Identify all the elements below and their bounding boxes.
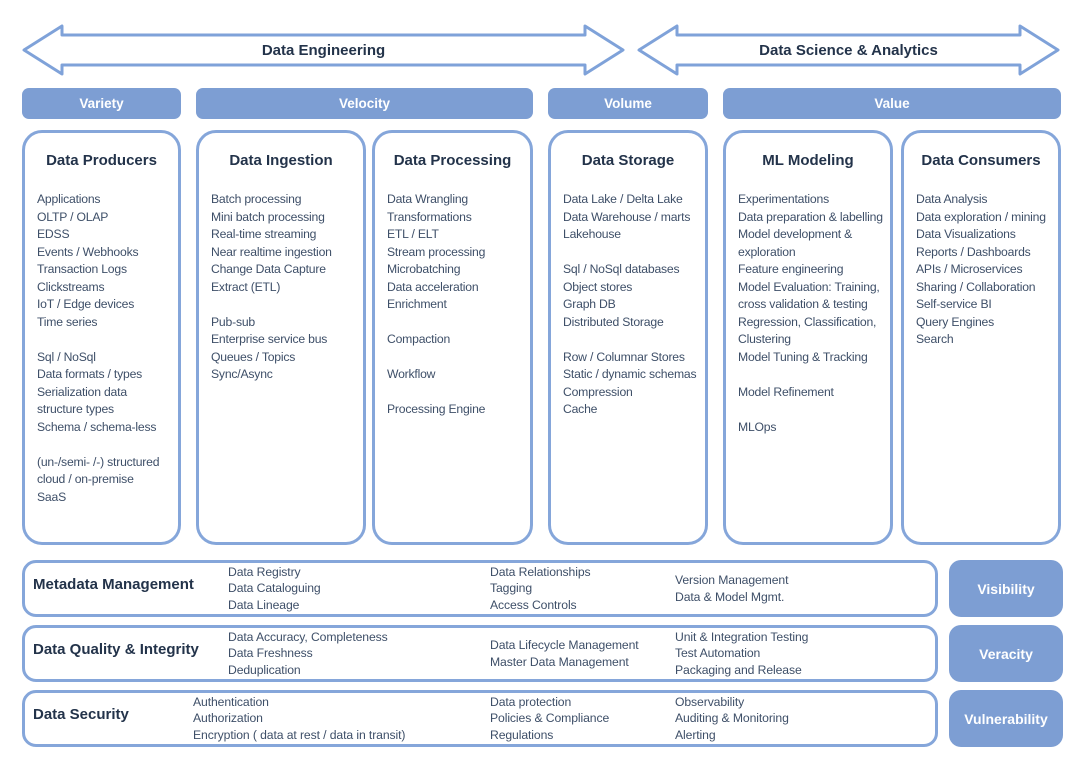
- list-spacer: [563, 244, 701, 262]
- list-item: Time series: [37, 314, 98, 329]
- column-title: ML Modeling: [762, 152, 854, 169]
- list-item: Batch processing: [211, 192, 302, 206]
- list-item: cloud / on-premise: [37, 472, 134, 486]
- band-metadata-management: [22, 560, 938, 617]
- list-item: Graph DB: [563, 297, 616, 311]
- list-item: Compression: [563, 384, 633, 399]
- list-spacer: [211, 296, 359, 314]
- list-item: Regression, Classification, Clustering: [738, 314, 877, 346]
- list-item: Observability: [675, 694, 745, 709]
- band-title: Data Security: [33, 706, 129, 723]
- list-item: Workflow: [387, 367, 436, 381]
- list-item: Data Wrangling: [387, 192, 468, 206]
- list-item: Master Data Management: [490, 654, 629, 669]
- list-spacer: [738, 366, 886, 384]
- column-data-consumers: [901, 130, 1061, 545]
- band-title: Data Quality & Integrity: [33, 641, 199, 658]
- list-item: Data Visualizations: [916, 227, 1016, 241]
- list-item: Authentication: [193, 694, 269, 709]
- list-item: Data Warehouse / marts: [563, 209, 691, 224]
- list-item: Distributed Storage: [563, 314, 664, 329]
- list-item: Data & Model Mgmt.: [675, 589, 785, 604]
- column-item-list: [25, 191, 178, 506]
- list-item: Encryption ( data at rest / data in transit): [193, 727, 406, 742]
- list-item: Cache: [563, 402, 598, 416]
- tag-visibility: Visibility: [949, 560, 1063, 617]
- list-item: Model development & exploration: [738, 227, 853, 259]
- column-item-list: [726, 191, 890, 436]
- list-item: Auditing & Monitoring: [675, 711, 789, 726]
- list-item: Clickstreams: [37, 279, 105, 294]
- list-item: Schema / schema-less: [37, 419, 157, 434]
- band-data-security: [22, 690, 938, 747]
- column-title: Data Storage: [581, 152, 675, 169]
- list-spacer: [387, 349, 526, 367]
- list-item: IoT / Edge devices: [37, 297, 135, 311]
- list-item: Real-time streaming: [211, 227, 317, 241]
- tag-vulnerability: Vulnerability: [949, 690, 1063, 747]
- list-item: APIs / Microservices: [916, 262, 1023, 276]
- column-data-storage: [548, 130, 708, 545]
- list-item: Data Accuracy, Completeness: [228, 629, 388, 644]
- list-item: Row / Columnar Stores: [563, 349, 685, 364]
- list-spacer: [37, 331, 174, 349]
- list-item: Microbatching: [387, 262, 461, 276]
- list-spacer: [37, 436, 174, 454]
- list-item: Version Management: [675, 573, 789, 587]
- data-engineering-arrow: [22, 24, 625, 76]
- pill-velocity: Velocity: [196, 88, 533, 119]
- list-item: ETL / ELT: [387, 227, 439, 241]
- band-item-column: [193, 693, 490, 744]
- column-title: Data Consumers: [921, 152, 1041, 169]
- list-item: Data exploration / mining: [916, 209, 1046, 224]
- list-spacer: [387, 384, 526, 402]
- list-spacer: [563, 331, 701, 349]
- list-item: Sql / NoSql databases: [563, 262, 680, 276]
- list-item: Model Evaluation: Training, cross validation & testing: [738, 279, 880, 311]
- band-data-quality-integrity: [22, 625, 938, 682]
- list-item: Sql / NoSql: [37, 349, 96, 364]
- list-item: Mini batch processing: [211, 209, 325, 224]
- list-item: Applications: [37, 192, 101, 206]
- list-item: Data formats / types: [37, 367, 143, 381]
- list-item: Transaction Logs: [37, 262, 127, 276]
- list-item: Sharing / Collaboration: [916, 279, 1036, 294]
- list-item: Model Refinement: [738, 384, 834, 399]
- column-data-producers: [22, 130, 181, 545]
- column-data-ingestion: [196, 130, 366, 545]
- data-science-arrow: [637, 24, 1060, 76]
- column-item-list: [375, 191, 530, 419]
- list-item: Authorization: [193, 711, 263, 726]
- column-title: Data Processing: [393, 152, 512, 169]
- band-item-column: [228, 563, 490, 614]
- list-item: Compaction: [387, 332, 451, 346]
- list-item: Data protection: [490, 694, 572, 709]
- list-item: Test Automation: [675, 646, 761, 661]
- list-item: Experimentations: [738, 192, 829, 206]
- list-item: OLTP / OLAP: [37, 209, 109, 224]
- list-item: Data Analysis: [916, 192, 988, 206]
- list-item: Self-service BI: [916, 297, 992, 311]
- list-item: Transformations: [387, 209, 472, 224]
- list-item: Deduplication: [228, 662, 301, 677]
- list-item: Static / dynamic schemas: [563, 367, 697, 381]
- list-item: Data Freshness: [228, 646, 313, 661]
- list-item: Data Registry: [228, 564, 301, 579]
- pill-variety: Variety: [22, 88, 181, 119]
- list-item: Feature engineering: [738, 262, 844, 276]
- band-item-column: [675, 628, 935, 679]
- list-item: Reports / Dashboards: [916, 244, 1031, 259]
- column-item-list: [199, 191, 363, 384]
- list-item: Model Tuning & Tracking: [738, 349, 868, 364]
- list-item: Object stores: [563, 279, 633, 294]
- list-item: Data Lineage: [228, 597, 300, 612]
- column-item-list: [904, 191, 1058, 349]
- list-item: Change Data Capture: [211, 262, 326, 276]
- list-spacer: [738, 401, 886, 419]
- list-item: Data Cataloguing: [228, 581, 321, 596]
- list-item: Query Engines: [916, 314, 995, 329]
- pill-volume: Volume: [548, 88, 708, 119]
- list-item: Events / Webhooks: [37, 244, 139, 259]
- list-item: Processing Engine: [387, 402, 486, 416]
- list-item: Packaging and Release: [675, 662, 802, 677]
- list-item: Serialization data structure types: [37, 384, 127, 416]
- list-item: Search: [916, 332, 954, 346]
- list-item: Lakehouse: [563, 227, 621, 241]
- list-item: Stream processing: [387, 244, 486, 259]
- band-item-column: [675, 563, 935, 614]
- column-data-processing: [372, 130, 533, 545]
- tag-veracity: Veracity: [949, 625, 1063, 682]
- list-spacer: [387, 314, 526, 332]
- list-item: Near realtime ingestion: [211, 244, 332, 259]
- band-item-column: [490, 628, 675, 679]
- column-title: Data Producers: [46, 152, 157, 169]
- data-science-label: Data Science & Analytics: [759, 41, 938, 59]
- list-item: Data Lake / Delta Lake: [563, 192, 683, 206]
- list-item: Regulations: [490, 727, 554, 742]
- list-item: (un-/semi- /-) structured: [37, 454, 160, 469]
- list-item: Pub-sub: [211, 314, 255, 329]
- list-item: Extract (ETL): [211, 279, 281, 294]
- band-title: Metadata Management: [33, 576, 194, 593]
- list-item: Unit & Integration Testing: [675, 629, 809, 644]
- column-title: Data Ingestion: [229, 152, 333, 169]
- list-item: EDSS: [37, 227, 70, 241]
- list-item: SaaS: [37, 489, 67, 504]
- band-item-column: [675, 693, 935, 744]
- column-ml-modeling: [723, 130, 893, 545]
- pill-value: Value: [723, 88, 1061, 119]
- list-item: Data preparation & labelling: [738, 209, 883, 224]
- list-item: MLOps: [738, 419, 777, 434]
- list-item: Policies & Compliance: [490, 711, 610, 726]
- band-item-column: [490, 563, 675, 614]
- list-item: Enterprise service bus: [211, 332, 328, 346]
- list-item: Queues / Topics: [211, 349, 296, 364]
- list-item: Alerting: [675, 727, 716, 742]
- list-item: Data Relationships: [490, 564, 591, 579]
- list-item: Sync/Async: [211, 367, 273, 381]
- band-item-column: [490, 693, 675, 744]
- data-engineering-label: Data Engineering: [261, 41, 386, 59]
- column-item-list: [551, 191, 705, 419]
- list-item: Data Lifecycle Management: [490, 638, 639, 652]
- band-item-column: [228, 628, 490, 679]
- list-item: Data acceleration: [387, 279, 479, 294]
- list-item: Access Controls: [490, 597, 577, 612]
- list-item: Enrichment: [387, 297, 447, 311]
- list-item: Tagging: [490, 581, 532, 596]
